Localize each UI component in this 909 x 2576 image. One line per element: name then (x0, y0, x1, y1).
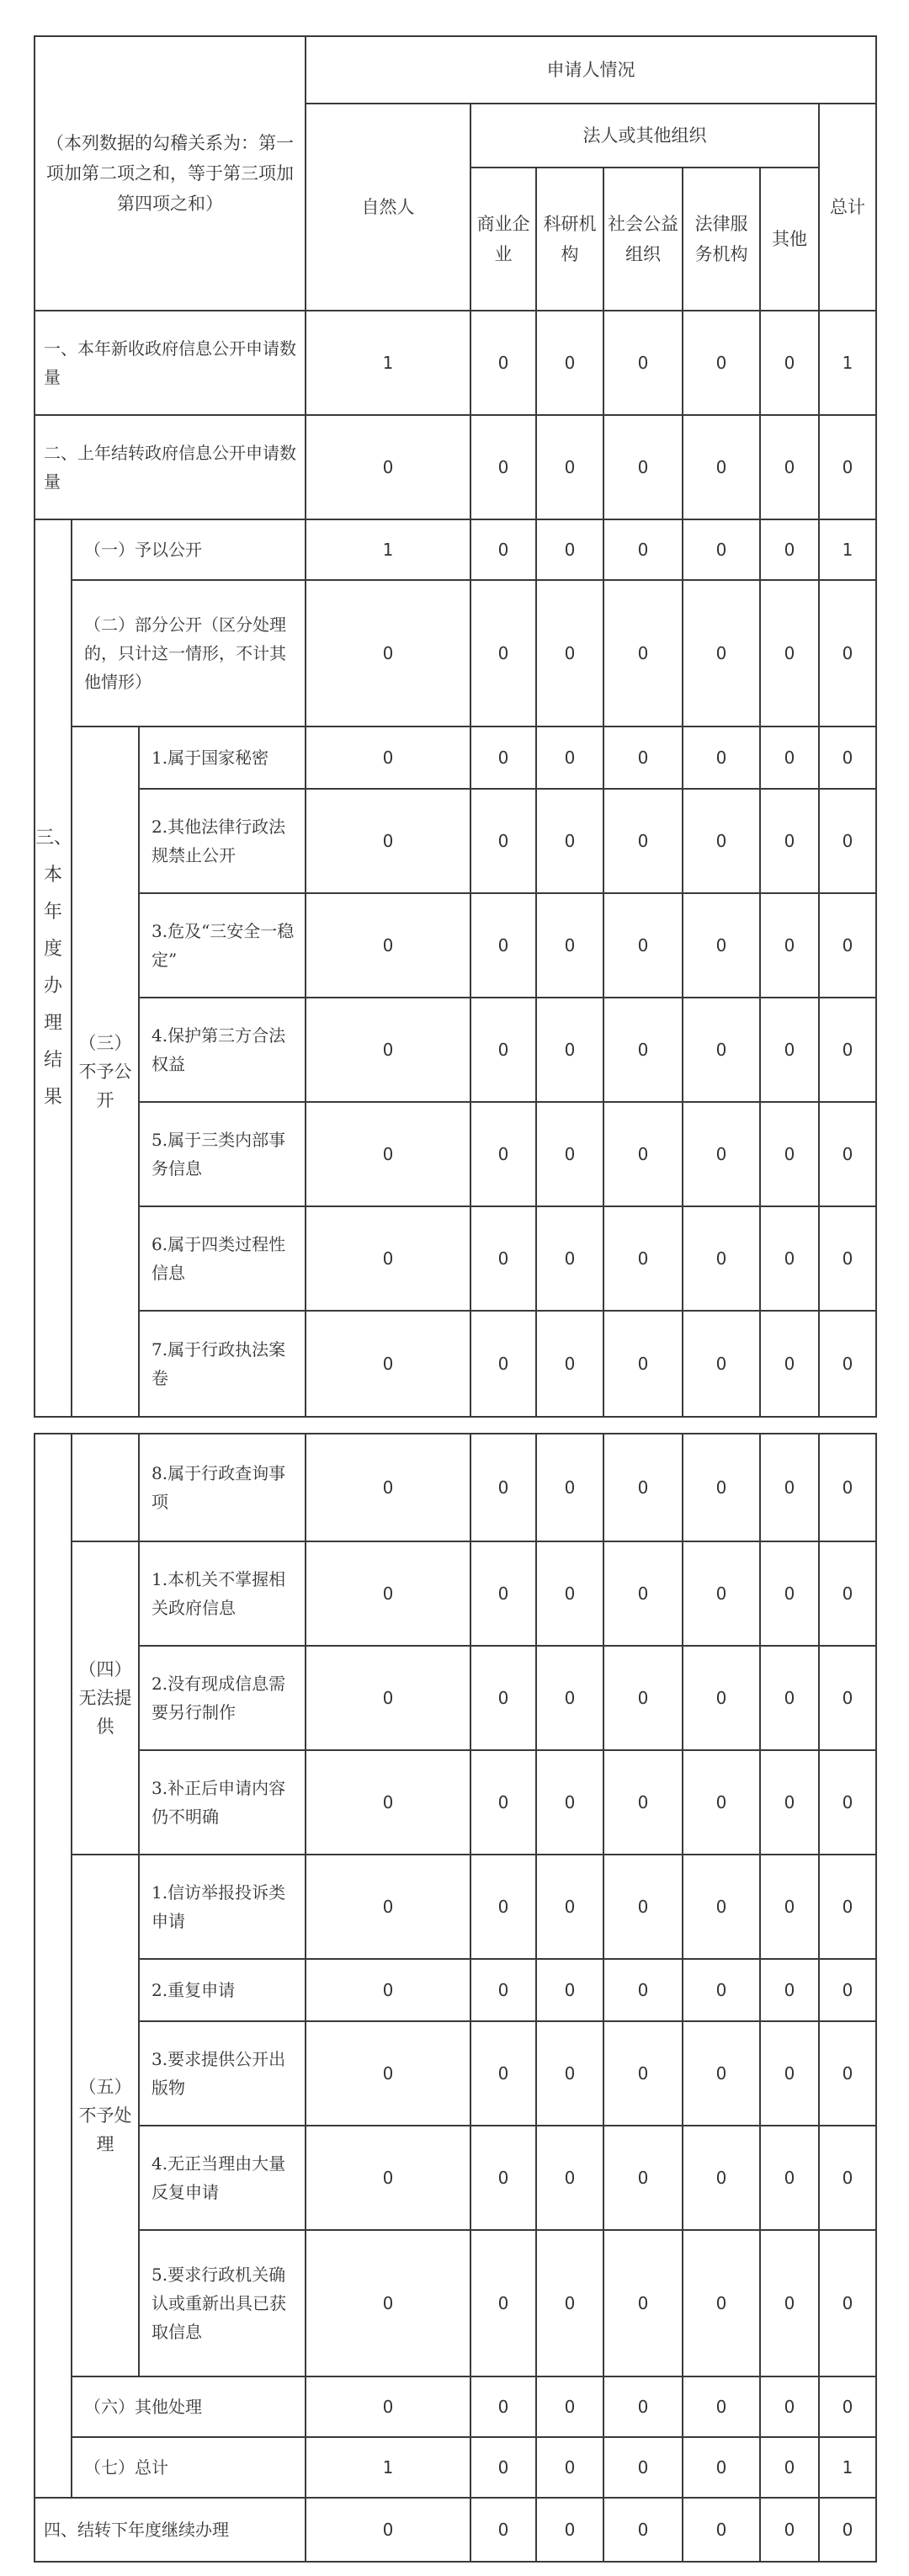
cell: 0 (536, 1750, 603, 1855)
cell: 0 (306, 2126, 470, 2230)
cell: 0 (683, 1959, 760, 2021)
table-row (35, 2437, 876, 2498)
cell: 0 (760, 1206, 819, 1311)
cell: 0 (760, 2498, 819, 2562)
cell: 0 (536, 1541, 603, 1646)
cell: 1 (306, 311, 470, 415)
cell: 0 (306, 1959, 470, 2021)
cell: 0 (470, 580, 536, 726)
header-col-research: 科研机构 (536, 168, 603, 311)
cell: 0 (536, 2021, 603, 2126)
cell: 0 (536, 1206, 603, 1311)
cell: 0 (760, 580, 819, 726)
cell: 0 (536, 580, 603, 726)
cell: 0 (470, 1855, 536, 1959)
row-label: 6.属于四类过程性信息 (139, 1206, 306, 1311)
cell: 0 (536, 789, 603, 893)
cell: 0 (819, 789, 876, 893)
cell: 0 (603, 2437, 683, 2498)
row-label: 7.属于行政执法案卷 (139, 1311, 306, 1417)
cell: 0 (470, 1311, 536, 1417)
cell: 0 (603, 1855, 683, 1959)
table-row (35, 1102, 876, 1206)
cell: 0 (683, 519, 760, 580)
table-row (35, 893, 876, 998)
group-4-label: （四）无法提供 (72, 1541, 139, 1855)
cell: 0 (306, 2376, 470, 2437)
header-total: 总计 (819, 104, 876, 311)
cell: 0 (306, 789, 470, 893)
cell: 0 (683, 1434, 760, 1541)
table-row (35, 415, 876, 519)
cell: 0 (470, 998, 536, 1102)
cell: 0 (683, 1855, 760, 1959)
cell: 0 (306, 1855, 470, 1959)
cell: 0 (306, 1206, 470, 1311)
table-row (35, 2230, 876, 2376)
cell: 0 (603, 415, 683, 519)
cell: 1 (819, 519, 876, 580)
cell: 1 (306, 519, 470, 580)
cell: 0 (603, 2498, 683, 2562)
cell: 0 (683, 2126, 760, 2230)
cell: 0 (306, 1102, 470, 1206)
cell: 0 (603, 2021, 683, 2126)
cell: 0 (683, 1541, 760, 1646)
cell: 0 (760, 1959, 819, 2021)
cell: 0 (306, 415, 470, 519)
cell: 0 (470, 789, 536, 893)
table-row (35, 1206, 876, 1311)
cell: 0 (470, 519, 536, 580)
row-label: 5.要求行政机关确认或重新出具已获取信息 (139, 2230, 306, 2376)
row-label: 二、上年结转政府信息公开申请数量 (35, 415, 306, 519)
cell: 0 (470, 1959, 536, 2021)
cell: 0 (760, 2376, 819, 2437)
table-row (35, 789, 876, 893)
cell: 0 (819, 1541, 876, 1646)
cell: 0 (306, 2021, 470, 2126)
row-label: 3.要求提供公开出版物 (139, 2021, 306, 2126)
cell: 0 (819, 1959, 876, 2021)
cell: 0 (536, 2376, 603, 2437)
cell: 0 (470, 2376, 536, 2437)
cell: 0 (603, 1206, 683, 1311)
cell: 0 (760, 2126, 819, 2230)
cell: 0 (470, 311, 536, 415)
cell: 0 (306, 580, 470, 726)
row-label: 3.补正后申请内容仍不明确 (139, 1750, 306, 1855)
cell: 0 (760, 1541, 819, 1646)
table-row (35, 2498, 876, 2562)
cell: 0 (536, 2126, 603, 2230)
cell: 0 (603, 580, 683, 726)
cell: 0 (470, 2230, 536, 2376)
cell: 0 (819, 2126, 876, 2230)
section-3-label: 三、本年度办理结果 (35, 519, 72, 1417)
cell: 0 (683, 1206, 760, 1311)
cell: 1 (819, 2437, 876, 2498)
cell: 0 (683, 415, 760, 519)
table-row (35, 1750, 876, 1855)
table-row (35, 1541, 876, 1646)
table-row (35, 2376, 876, 2437)
table-row (35, 998, 876, 1102)
cell: 0 (819, 998, 876, 1102)
cell: 0 (470, 1102, 536, 1206)
cell: 0 (536, 2230, 603, 2376)
cell: 0 (819, 1206, 876, 1311)
cell: 0 (536, 726, 603, 789)
cell: 0 (819, 2498, 876, 2562)
header-col-other: 其他 (760, 168, 819, 311)
cell: 0 (470, 1646, 536, 1750)
section-3-continued (35, 1434, 72, 2498)
cell: 0 (683, 893, 760, 998)
row-label: 1.本机关不掌握相关政府信息 (139, 1541, 306, 1646)
cell: 0 (760, 519, 819, 580)
cell: 0 (470, 1206, 536, 1311)
cell: 0 (683, 2437, 760, 2498)
cell: 0 (603, 1646, 683, 1750)
cell: 0 (306, 1646, 470, 1750)
cell: 0 (603, 789, 683, 893)
cell: 0 (683, 1102, 760, 1206)
cell: 0 (819, 1102, 876, 1206)
cell: 0 (819, 1434, 876, 1541)
header-col-public-welfare: 社会公益组织 (603, 168, 683, 311)
disclosure-table-part1 (34, 35, 877, 1418)
cell: 0 (306, 726, 470, 789)
cell: 0 (683, 789, 760, 893)
cell: 0 (470, 726, 536, 789)
cell: 0 (603, 519, 683, 580)
cell: 0 (683, 2230, 760, 2376)
table-row (35, 1646, 876, 1750)
cell: 0 (536, 311, 603, 415)
cell: 0 (760, 1750, 819, 1855)
cell: 0 (306, 1750, 470, 1855)
header-col-business: 商业企业 (470, 168, 536, 311)
cell: 0 (603, 1311, 683, 1417)
cell: 0 (760, 1311, 819, 1417)
cell: 0 (603, 726, 683, 789)
table-row (35, 726, 876, 789)
cell: 0 (470, 893, 536, 998)
cell: 0 (760, 415, 819, 519)
cell: 0 (603, 2126, 683, 2230)
cell: 0 (683, 998, 760, 1102)
cell: 0 (306, 998, 470, 1102)
cell: 1 (306, 2437, 470, 2498)
header-applicant: 申请人情况 (306, 36, 876, 104)
cell: 0 (536, 519, 603, 580)
cell: 0 (760, 1646, 819, 1750)
row-label: 3.危及“三安全一稳定” (139, 893, 306, 998)
row-label: 8.属于行政查询事项 (139, 1434, 306, 1541)
cell: 0 (819, 580, 876, 726)
cell: 0 (760, 311, 819, 415)
cell: 0 (470, 1541, 536, 1646)
header-legal-group: 法人或其他组织 (470, 104, 819, 168)
cell: 0 (470, 415, 536, 519)
row-label: 1.信访举报投诉类申请 (139, 1855, 306, 1959)
cell: 0 (683, 2376, 760, 2437)
cell: 0 (683, 1646, 760, 1750)
cell: 0 (683, 311, 760, 415)
cell: 0 (760, 2437, 819, 2498)
cell: 0 (819, 2230, 876, 2376)
cell: 0 (603, 1541, 683, 1646)
cell: 0 (760, 998, 819, 1102)
cell: 0 (760, 789, 819, 893)
cell: 0 (760, 726, 819, 789)
cell: 0 (683, 726, 760, 789)
table-row (35, 519, 876, 580)
cell: 0 (470, 2126, 536, 2230)
row-label: （二）部分公开（区分处理的，只计这一情形，不计其他情形） (72, 580, 306, 726)
group-3-continued (72, 1434, 139, 1541)
cell: 0 (603, 998, 683, 1102)
cell: 0 (536, 1646, 603, 1750)
cell: 0 (603, 1434, 683, 1541)
cell: 0 (536, 2437, 603, 2498)
cell: 0 (470, 2021, 536, 2126)
group-3-label: （三）不予公开 (72, 726, 139, 1417)
cell: 0 (819, 1855, 876, 1959)
cell: 0 (536, 1855, 603, 1959)
cell: 0 (603, 311, 683, 415)
table-row (35, 2126, 876, 2230)
cell: 0 (683, 1750, 760, 1855)
cell: 0 (819, 2021, 876, 2126)
cell: 0 (683, 580, 760, 726)
row-label: 四、结转下年度继续办理 (35, 2498, 306, 2562)
cell: 0 (760, 2230, 819, 2376)
header-col-legal-service: 法律服务机构 (683, 168, 760, 311)
cell: 0 (306, 1311, 470, 1417)
cell: 1 (819, 311, 876, 415)
row-label: 2.其他法律行政法规禁止公开 (139, 789, 306, 893)
cell: 0 (603, 2376, 683, 2437)
cell: 0 (536, 2498, 603, 2562)
cell: 0 (760, 893, 819, 998)
header-note: （本列数据的勾稽关系为：第一项加第二项之和，等于第三项加第四项之和） (35, 36, 306, 311)
cell: 0 (603, 1750, 683, 1855)
cell: 0 (760, 2021, 819, 2126)
cell: 0 (306, 1434, 470, 1541)
cell: 0 (603, 1102, 683, 1206)
cell: 0 (536, 998, 603, 1102)
cell: 0 (683, 2498, 760, 2562)
cell: 0 (536, 893, 603, 998)
table-row (35, 580, 876, 726)
header-natural-person: 自然人 (306, 104, 470, 311)
cell: 0 (536, 1102, 603, 1206)
cell: 0 (819, 1311, 876, 1417)
cell: 0 (536, 1311, 603, 1417)
row-label: （七）总计 (72, 2437, 306, 2498)
cell: 0 (603, 2230, 683, 2376)
row-label: 5.属于三类内部事务信息 (139, 1102, 306, 1206)
table-row (35, 1855, 876, 1959)
cell: 0 (819, 2376, 876, 2437)
cell: 0 (760, 1855, 819, 1959)
cell: 0 (683, 1311, 760, 1417)
cell: 0 (306, 1541, 470, 1646)
cell: 0 (819, 726, 876, 789)
cell: 0 (760, 1434, 819, 1541)
table-row (35, 311, 876, 415)
cell: 0 (306, 893, 470, 998)
cell: 0 (683, 2021, 760, 2126)
row-label: 一、本年新收政府信息公开申请数量 (35, 311, 306, 415)
cell: 0 (819, 1646, 876, 1750)
row-label: （一）予以公开 (72, 519, 306, 580)
group-5-label: （五）不予处理 (72, 1855, 139, 2376)
cell: 0 (536, 415, 603, 519)
cell: 0 (603, 1959, 683, 2021)
table-row (35, 1959, 876, 2021)
row-label: 4.无正当理由大量反复申请 (139, 2126, 306, 2230)
cell: 0 (306, 2230, 470, 2376)
cell: 0 (536, 1959, 603, 2021)
row-label: （六）其他处理 (72, 2376, 306, 2437)
disclosure-table-part2 (34, 1433, 877, 2563)
cell: 0 (306, 2498, 470, 2562)
cell: 0 (819, 415, 876, 519)
cell: 0 (819, 893, 876, 998)
row-label: 1.属于国家秘密 (139, 726, 306, 789)
row-label: 2.重复申请 (139, 1959, 306, 2021)
table-row (35, 1311, 876, 1417)
row-label: 4.保护第三方合法权益 (139, 998, 306, 1102)
cell: 0 (760, 1102, 819, 1206)
table-row (35, 2021, 876, 2126)
cell: 0 (603, 893, 683, 998)
table-row (35, 1434, 876, 1541)
cell: 0 (470, 1750, 536, 1855)
cell: 0 (536, 1434, 603, 1541)
row-label: 2.没有现成信息需要另行制作 (139, 1646, 306, 1750)
cell: 0 (470, 2498, 536, 2562)
cell: 0 (470, 2437, 536, 2498)
cell: 0 (819, 1750, 876, 1855)
cell: 0 (470, 1434, 536, 1541)
